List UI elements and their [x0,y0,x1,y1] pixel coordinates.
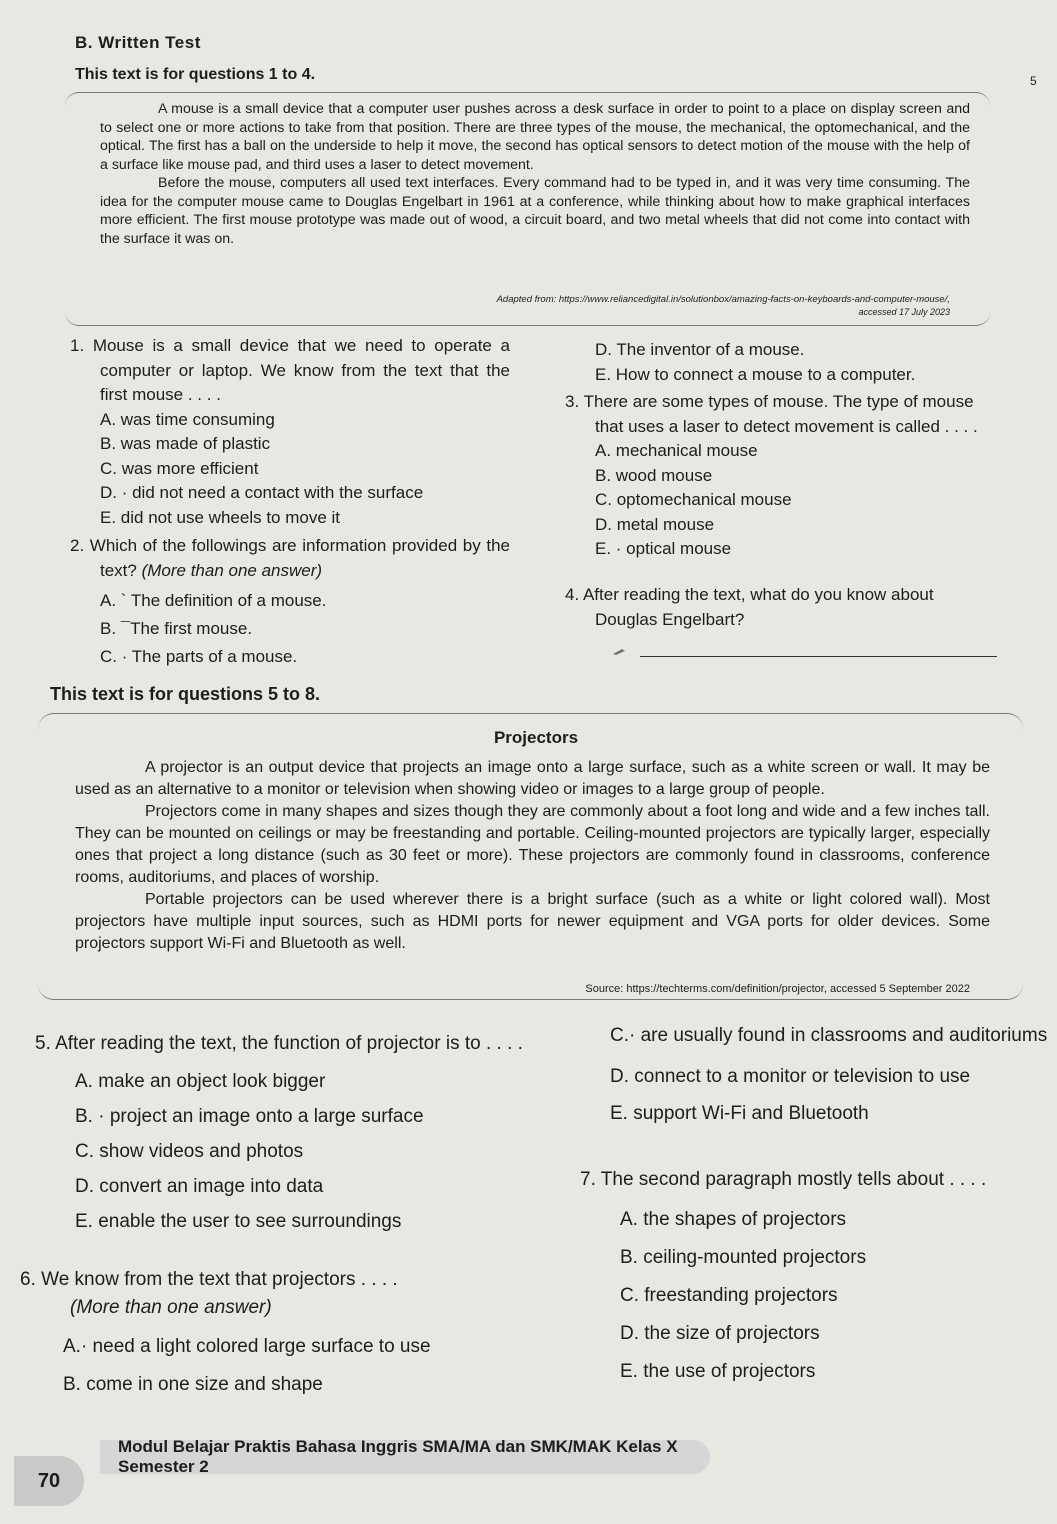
option-3b[interactable]: B. wood mouse [595,465,713,485]
option-7a[interactable]: A. the shapes of projectors [620,1209,847,1230]
pencil-icon [612,643,626,651]
question-4 [565,583,1000,632]
footer-book-title [100,1437,710,1476]
passage2-paragraph: A projector is an output device that projects an image onto a large surface, such as a white screen or wall. It may be used as an alternative to a monitor or television when showing video or images to a large group of people. [75,759,990,798]
option-3e[interactable]: E. · optical mouse [595,539,732,558]
question-3-stem: 3. There are some types of mouse. The type of mouse that uses a laser to detect movement is called . . . . [565,392,978,436]
question-2 [70,534,510,671]
passage1-text [100,100,970,248]
passage2-source: Source: https://techterms.com/definition/projector, accessed 5 September 2022 [585,983,970,995]
option-7d[interactable]: D. the size of projectors [620,1323,820,1344]
passage1-accessed: accessed 17 July 2023 [858,307,950,317]
option-2a[interactable]: A. ` The definition of a mouse. [100,591,327,610]
question-4-stem: 4. After reading the text, what do you know about Douglas Engelbart? [565,585,934,629]
option-2c[interactable]: C. · The parts of a mouse. [100,647,298,666]
option-7e[interactable]: E. the use of projectors [620,1361,816,1382]
option-6c[interactable]: C.· are usually found in classrooms and auditoriums [610,1025,1048,1046]
passage2-paragraph: Projectors come in many shapes and sizes though they are commonly about a foot long and wide and a few inches tall. They can be mounted on ceilings or may be freestanding and portable. Ceiling-mounted projectors are typically larger, especially ones that project a long distance (such as 30 feet or more). These projectors are commonly found in classrooms, conference rooms, auditoriums, and places of worship. [75,803,990,886]
passage1-intro: This text is for questions 1 to 4. [75,66,316,83]
passage2-text [75,757,990,955]
option-5a[interactable]: A. make an object look bigger [75,1071,326,1092]
question-1-stem: 1. Mouse is a small device that we need to operate a computer or laptop. We know from the text that the first mouse . . . . [70,336,510,404]
question-3 [565,390,995,562]
option-3a[interactable]: A. mechanical mouse [595,441,758,460]
question-2-stem: 2. Which of the followings are information provided by the text? [70,536,510,580]
option-3d[interactable]: D. metal mouse [595,514,715,534]
question-2-note: (More than one answer) [141,560,323,580]
question-2-cont [565,338,995,387]
question-1 [70,334,510,530]
option-6d[interactable]: D. connect to a monitor or television to use [610,1066,971,1087]
option-1e[interactable]: E. did not use wheels to move it [100,507,341,527]
passage2-intro: This text is for questions 5 to 8. [50,684,321,704]
question-6-stem: 6. We know from the text that projectors . . . . [20,1269,398,1290]
book-title: Modul Belajar Praktis Bahasa Inggris SMA/MA dan SMK/MAK Kelas X Semester 2 [118,1437,678,1476]
question-5 [35,1030,535,1239]
question-6-cont [610,1022,1050,1132]
option-6e[interactable]: E. support Wi-Fi and Bluetooth [610,1103,869,1124]
page-number: 70 [14,1456,84,1506]
option-2d[interactable]: D. The inventor of a mouse. [595,340,805,359]
question-6-note: (More than one answer) [70,1297,272,1318]
option-1c[interactable]: C. was more efficient [100,458,259,478]
option-6a[interactable]: A.· need a light colored large surface to use [63,1336,431,1357]
question-1-options [70,408,510,531]
option-7b[interactable]: B. ceiling-mounted projectors [620,1247,867,1268]
question-7 [580,1166,1057,1391]
passage1-paragraph: A mouse is a small device that a computer user pushes across a desk surface in order to point to a place on display screen and to select one or more actions to take from that position. There are three types of the mouse, the mechanical, the optomechanical, and the optical. The first has a ball on the underside to help it move, the second has optical sensors to detect motion of the mouse with the help of a surface like mouse pad, and third uses a laser to detect movement. [100,101,970,173]
passage1-source: Adapted from: https://www.reliancedigital.in/solutionbox/amazing-facts-on-keyboards-and-computer-mouse/, [496,294,950,305]
question-6 [20,1266,540,1404]
option-3c[interactable]: C. optomechanical mouse [595,490,792,509]
section-title: B. Written Test [75,33,201,52]
passage2-title: Projectors [493,728,579,747]
question-7-stem: 7. The second paragraph mostly tells about . . . . [580,1169,987,1190]
option-1b[interactable]: B. was made of plastic [100,434,271,453]
passage1-paragraph: Before the mouse, computers all used text interfaces. Every command had to be typed in, and it was very time consuming. The idea for the computer mouse came to Douglas Engelbart in 1961 at a conference, while thinking about how to make graphical interfaces more efficient. The first mouse prototype was made out of wood, a circuit board, and two metal wheels that did not come into contact with the surface it was on. [100,175,970,247]
answer-line-4[interactable] [640,656,997,657]
option-5c[interactable]: C. show videos and photos [75,1141,304,1162]
option-2e[interactable]: E. How to connect a mouse to a computer. [595,364,916,384]
question-5-stem: 5. After reading the text, the function of projector is to . . . . [35,1033,523,1054]
passage2-paragraph: Portable projectors can be used wherever there is a bright surface (such as a white or light colored wall). Most projectors have multiple input sources, such as HDMI ports for newer equipment and VGA ports for older devices. Some projectors support Wi-Fi and Bluetooth as well. [75,891,990,952]
option-2b[interactable]: B. ¯The first mouse. [100,619,253,638]
option-5b[interactable]: B. · project an image onto a large surface [75,1106,424,1127]
option-5e[interactable]: E. enable the user to see surroundings [75,1211,402,1232]
option-5d[interactable]: D. convert an image into data [75,1176,324,1197]
option-1d[interactable]: D. · did not need a contact with the surface [100,483,424,502]
option-7c[interactable]: C. freestanding projectors [620,1285,838,1306]
option-1a[interactable]: A. was time consuming [100,409,275,429]
option-6b[interactable]: B. come in one size and shape [63,1374,323,1395]
page-mark: 5 [1030,74,1037,88]
